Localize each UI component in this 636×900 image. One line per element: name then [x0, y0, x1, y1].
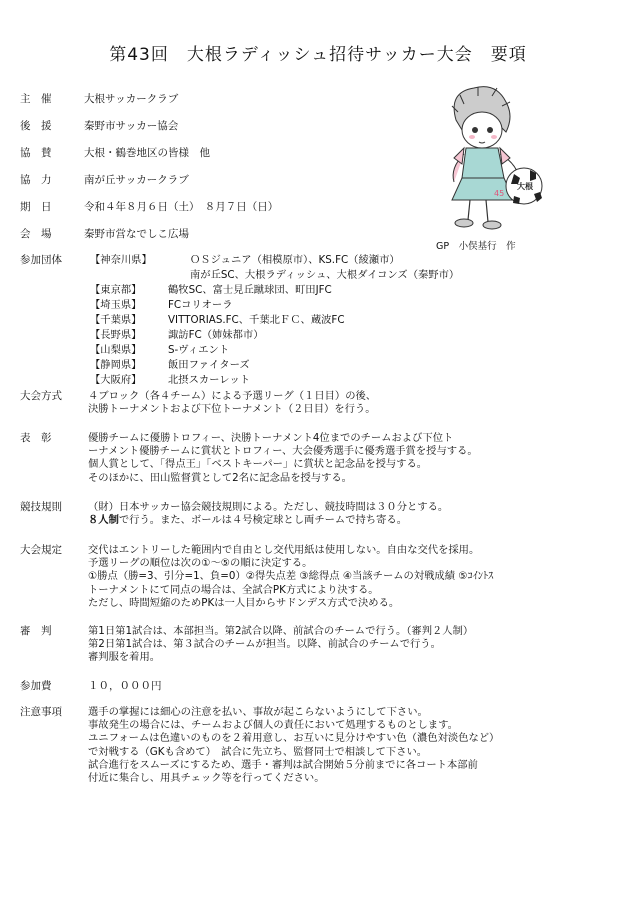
- team-clubs: 鶴牧SC、富士見丘蹴球団、町田JFC: [168, 284, 332, 296]
- rules-rest: で行う。また、ボールは４号検定球とし両チームで持ち寄る。: [118, 514, 407, 527]
- regulation-line: ①勝点（勝=3、引分=1、負=0）②得失点差 ③総得点 ④当該チームの対戦成績 ⑤ｺｲﾝﾄｽ: [88, 570, 494, 583]
- awards-line: ーナメント優勝チームに賞状とトロフィー、大会優秀選手に優秀選手賞を授与する。: [88, 445, 478, 458]
- value-kijitsu: 令和４年８月６日（土） ８月７日（日）: [84, 201, 279, 213]
- referee-line: 第2日第1試合は、第３試合のチームが担当。以降、前試合のチームで行う。: [88, 638, 441, 651]
- awards-text: [88, 431, 478, 484]
- regulation-line: ただし、時間短縮のためPKは一人目からサドンデス方式で決める。: [88, 596, 400, 609]
- rules-bold: ８人制: [88, 514, 119, 527]
- team-clubs: ＯＳジュニア（相模原市）、KS.FC（綾瀬市）: [190, 254, 400, 266]
- rules-text: [88, 500, 448, 526]
- format-text: [88, 389, 376, 415]
- regulation-line: 予選リーグの順位は次の①～⑤の順に決定する。: [88, 557, 313, 570]
- label-awards: 表 彰: [20, 432, 52, 444]
- value-fee: １０，０００円: [88, 680, 162, 692]
- regulation-text: [88, 543, 493, 609]
- rules-line: [88, 513, 448, 526]
- label-rules: 競技規則: [20, 501, 62, 513]
- team-pref: 【大阪府】: [90, 374, 142, 386]
- notes-line: ユニフォームは色違いのものを２着用意し、お互いに見分けやすい色（濃色対淡色など）: [88, 732, 500, 745]
- value-kaijou: 秦野市営なでしこ広場: [84, 228, 189, 240]
- team-clubs: 南が丘SC、大根ラディッシュ、大根ダイコンズ（秦野市）: [190, 269, 460, 281]
- team-clubs: S-ヴィエント: [168, 344, 230, 356]
- team-pref: 【千葉県】: [90, 314, 142, 326]
- rules-line: （財）日本サッカー協会競技規則による。ただし、競技時間は３０分とする。: [88, 501, 449, 513]
- label-kyousan: 協 賛: [20, 147, 52, 159]
- format-line: ４ブロック（各４チーム）による予選リーグ（１日目）の後、: [88, 390, 377, 402]
- regulation-line: 交代はエントリーした範囲内で自由とし交代用紙は使用しない。自由な交代を採用。: [88, 544, 480, 556]
- label-kyouryoku: 協 力: [20, 174, 52, 186]
- notes-line: で対戦する（GKも含めて） 試合に先立ち、監督同士で相談して下さい。: [88, 745, 428, 758]
- team-pref: 【静岡県】: [90, 359, 142, 371]
- label-teams: 参加団体: [20, 254, 62, 266]
- value-shusai: 大根サッカークラブ: [84, 93, 179, 105]
- team-clubs: FCコリオーラ: [168, 299, 233, 311]
- awards-line: 個人賞として、「得点王」「ベストキーパー」に賞状と記念品を授与する。: [88, 458, 428, 471]
- label-shusai: 主 催: [20, 93, 52, 105]
- team-pref: 【長野県】: [90, 329, 142, 341]
- value-kouen: 秦野市サッカー協会: [84, 120, 179, 132]
- awards-line: そのほかに、田山監督賞として2名に記念品を授与する。: [88, 471, 352, 484]
- team-clubs: 諏訪FC（姉妹都市）: [168, 329, 264, 341]
- notes-line: 付近に集合し、用具チェック等を行ってください。: [88, 771, 325, 784]
- ball-label: 大根: [517, 182, 533, 191]
- label-fee: 参加費: [20, 680, 52, 692]
- team-clubs: 北摂スカーレット: [168, 374, 251, 386]
- label-regulation: 大会規定: [20, 544, 62, 556]
- label-referee: 審 判: [20, 625, 52, 637]
- notes-line: 選手の掌握には細心の注意を払い、事故が起こらないようにして下さい。: [88, 706, 428, 718]
- mascot-number: 45: [494, 189, 505, 198]
- awards-line: 優勝チームに優勝トロフィー、決勝トーナメント4位までのチームおよび下位ト: [88, 432, 454, 444]
- team-pref: 【山梨県】: [90, 344, 142, 356]
- label-kijitsu: 期 日: [20, 201, 52, 213]
- label-notes: 注意事項: [20, 706, 62, 718]
- team-pref: 【埼玉県】: [90, 299, 142, 311]
- team-pref: 【東京都】: [90, 284, 142, 296]
- format-line: 決勝トーナメントおよび下位トーナメント（２日目）を行う。: [88, 403, 376, 416]
- team-clubs: 飯田ファイターズ: [168, 359, 250, 371]
- value-kyouryoku: 南が丘サッカークラブ: [84, 174, 189, 186]
- team-pref: 【神奈川県】: [90, 254, 152, 266]
- label-kouen: 後 援: [20, 120, 52, 132]
- team-clubs: VITTORIAS.FC、千葉北ＦＣ、蔵波FC: [168, 314, 345, 326]
- referee-line: 審判服を着用。: [88, 651, 161, 664]
- value-kyousan: 大根・鶴巻地区の皆様 他: [84, 147, 210, 159]
- notes-line: 事故発生の場合には、チームおよび個人の責任において処理するものとします。: [88, 719, 458, 732]
- referee-text: [88, 624, 473, 664]
- label-kaijou: 会 場: [20, 228, 52, 240]
- regulation-line: トーナメントにて同点の場合は、全試合PK方式により決する。: [88, 583, 379, 596]
- notes-line: 試合進行をスムーズにするため、選手・審判は試合開始５分前までに各コート本部前: [88, 758, 478, 771]
- label-format: 大会方式: [20, 390, 62, 402]
- illustration-credit: GP 小俣基行 作: [436, 241, 516, 252]
- mascot-illustration: [434, 82, 546, 232]
- page-title: 第43回 大根ラディッシュ招待サッカー大会 要項: [109, 45, 527, 65]
- referee-line: 第1日第1試合は、本部担当。第2試合以降、前試合のチームで行う。（審判２人制）: [88, 625, 474, 637]
- notes-text: [88, 705, 499, 784]
